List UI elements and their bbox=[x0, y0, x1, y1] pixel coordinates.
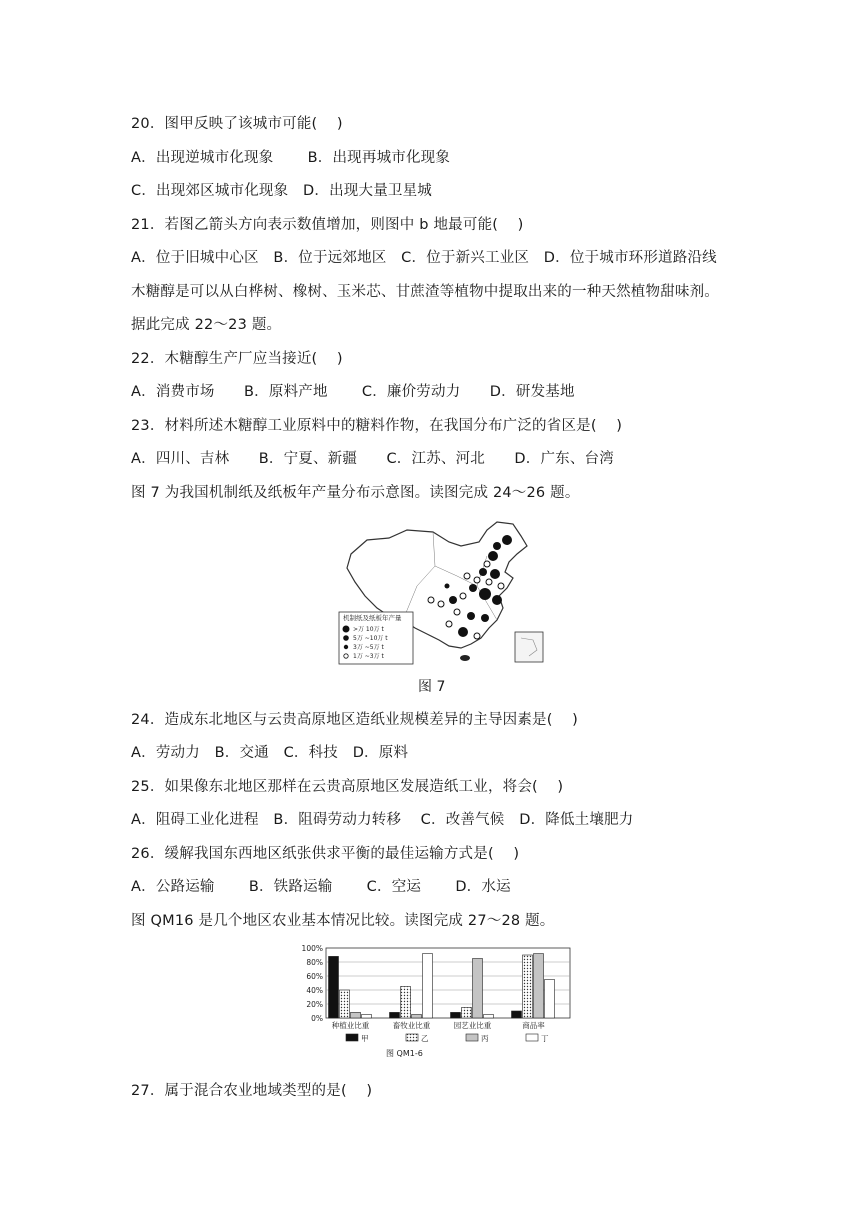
agriculture-comparison-chart bbox=[292, 940, 582, 1068]
question-20: 20．图甲反映了该城市可能( ) bbox=[131, 116, 343, 132]
bar-甲-0 bbox=[329, 956, 339, 1018]
x-category-label: 商品率 bbox=[522, 1021, 545, 1030]
question-25-options: A．阻碍工业化进程 B．阻碍劳动力转移 C．改善气候 D．降低土壤肥力 bbox=[131, 812, 634, 828]
x-category-label: 畜牧业比重 bbox=[392, 1021, 431, 1030]
bar-甲-1 bbox=[390, 1012, 400, 1018]
bar-乙-0 bbox=[340, 990, 350, 1018]
material-xylitol: 木糖醇是可以从白桦树、橡树、玉米芯、甘蔗渣等植物中提取出来的一种天然植物甜味剂。 bbox=[131, 284, 719, 300]
legend-swatch-甲 bbox=[346, 1034, 358, 1041]
question-20-options-cd: C．出现郊区城市化现象 D．出现大量卫星城 bbox=[131, 183, 432, 199]
map-legend-title: 机制纸及纸板年产量 bbox=[343, 614, 402, 622]
x-category-label: 种植业比重 bbox=[331, 1021, 370, 1030]
map-legend-item-1: >万 10万 t bbox=[353, 626, 384, 633]
map-legend-item-2: 5万 ~10万 t bbox=[353, 635, 388, 642]
bar-chart-svg bbox=[292, 940, 582, 1068]
bar-丁-0 bbox=[362, 1015, 372, 1019]
map-legend-item-3: 3万 ~5万 t bbox=[353, 644, 384, 651]
material-instruction: 据此完成 22～23 题。 bbox=[131, 317, 282, 333]
bar-乙-1 bbox=[401, 987, 411, 1019]
map-legend-item-4: 1万 ~3万 t bbox=[353, 653, 384, 660]
bar-乙-2 bbox=[462, 1008, 472, 1019]
y-tick-label: 40% bbox=[306, 986, 323, 995]
legend-swatch-丙 bbox=[466, 1034, 478, 1041]
y-tick-label: 20% bbox=[306, 1000, 323, 1009]
bar-丁-1 bbox=[423, 954, 433, 1018]
bar-乙-3 bbox=[523, 955, 533, 1018]
south-china-sea-inset bbox=[515, 632, 543, 662]
figure-7-intro: 图 7 为我国机制纸及纸板年产量分布示意图。读图完成 24～26 题。 bbox=[131, 485, 580, 501]
bar-甲-3 bbox=[512, 1011, 522, 1018]
y-tick-label: 100% bbox=[301, 944, 323, 953]
y-tick-label: 80% bbox=[306, 958, 323, 967]
figure-7-caption: 图 7 bbox=[418, 679, 446, 695]
bar-丙-3 bbox=[534, 954, 544, 1018]
question-26-options: A．公路运输 B．铁路运输 C．空运 D．水运 bbox=[131, 879, 511, 895]
bar-丙-0 bbox=[351, 1012, 361, 1018]
bar-丁-3 bbox=[545, 980, 555, 1019]
hainan-island bbox=[460, 655, 470, 661]
map-graphic bbox=[337, 516, 547, 666]
legend-label-甲: 甲 bbox=[361, 1034, 369, 1043]
question-22: 22．木糖醇生产厂应当接近( ) bbox=[131, 351, 343, 367]
question-21-options: A．位于旧城中心区 B．位于远郊地区 C．位于新兴工业区 D．位于城市环形道路沿线 bbox=[131, 250, 717, 266]
legend-label-丙: 丙 bbox=[481, 1034, 489, 1043]
legend-swatch-乙 bbox=[406, 1034, 418, 1041]
question-22-options: A．消费市场 B．原料产地 C．廉价劳动力 D．研发基地 bbox=[131, 384, 575, 400]
question-20-options-ab: A．出现逆城市化现象 B．出现再城市化现象 bbox=[131, 150, 451, 166]
bar-甲-2 bbox=[451, 1012, 461, 1018]
bar-丙-2 bbox=[473, 959, 483, 1019]
legend-label-丁: 丁 bbox=[541, 1034, 549, 1043]
question-25: 25．如果像东北地区那样在云贵高原地区发展造纸工业，将会( ) bbox=[131, 779, 564, 795]
question-23-options: A．四川、吉林 B．宁夏、新疆 C．江苏、河北 D．广东、台湾 bbox=[131, 451, 614, 467]
figure-qm16-intro: 图 QM16 是几个地区农业基本情况比较。读图完成 27～28 题。 bbox=[131, 913, 555, 929]
legend-label-乙: 乙 bbox=[421, 1034, 429, 1043]
question-24-options: A．劳动力 B．交通 C．科技 D．原料 bbox=[131, 745, 409, 761]
x-category-label: 园艺业比重 bbox=[453, 1021, 492, 1030]
question-26: 26．缓解我国东西地区纸张供求平衡的最佳运输方式是( ) bbox=[131, 846, 520, 862]
legend-swatch-丁 bbox=[526, 1034, 538, 1041]
china-paper-production-map bbox=[337, 516, 547, 666]
y-tick-label: 60% bbox=[306, 972, 323, 981]
chart-caption: 图 QM1-6 bbox=[386, 1049, 423, 1058]
question-21: 21．若图乙箭头方向表示数值增加，则图中 b 地最可能( ) bbox=[131, 217, 524, 233]
y-tick-label: 0% bbox=[311, 1014, 323, 1023]
question-23: 23．材料所述木糖醇工业原料中的糖料作物，在我国分布广泛的省区是( ) bbox=[131, 418, 623, 434]
bar-丁-2 bbox=[484, 1015, 494, 1019]
bar-丙-1 bbox=[412, 1015, 422, 1019]
question-27: 27．属于混合农业地域类型的是( ) bbox=[131, 1083, 373, 1099]
question-24: 24．造成东北地区与云贵高原地区造纸业规模差异的主导因素是( ) bbox=[131, 712, 578, 728]
